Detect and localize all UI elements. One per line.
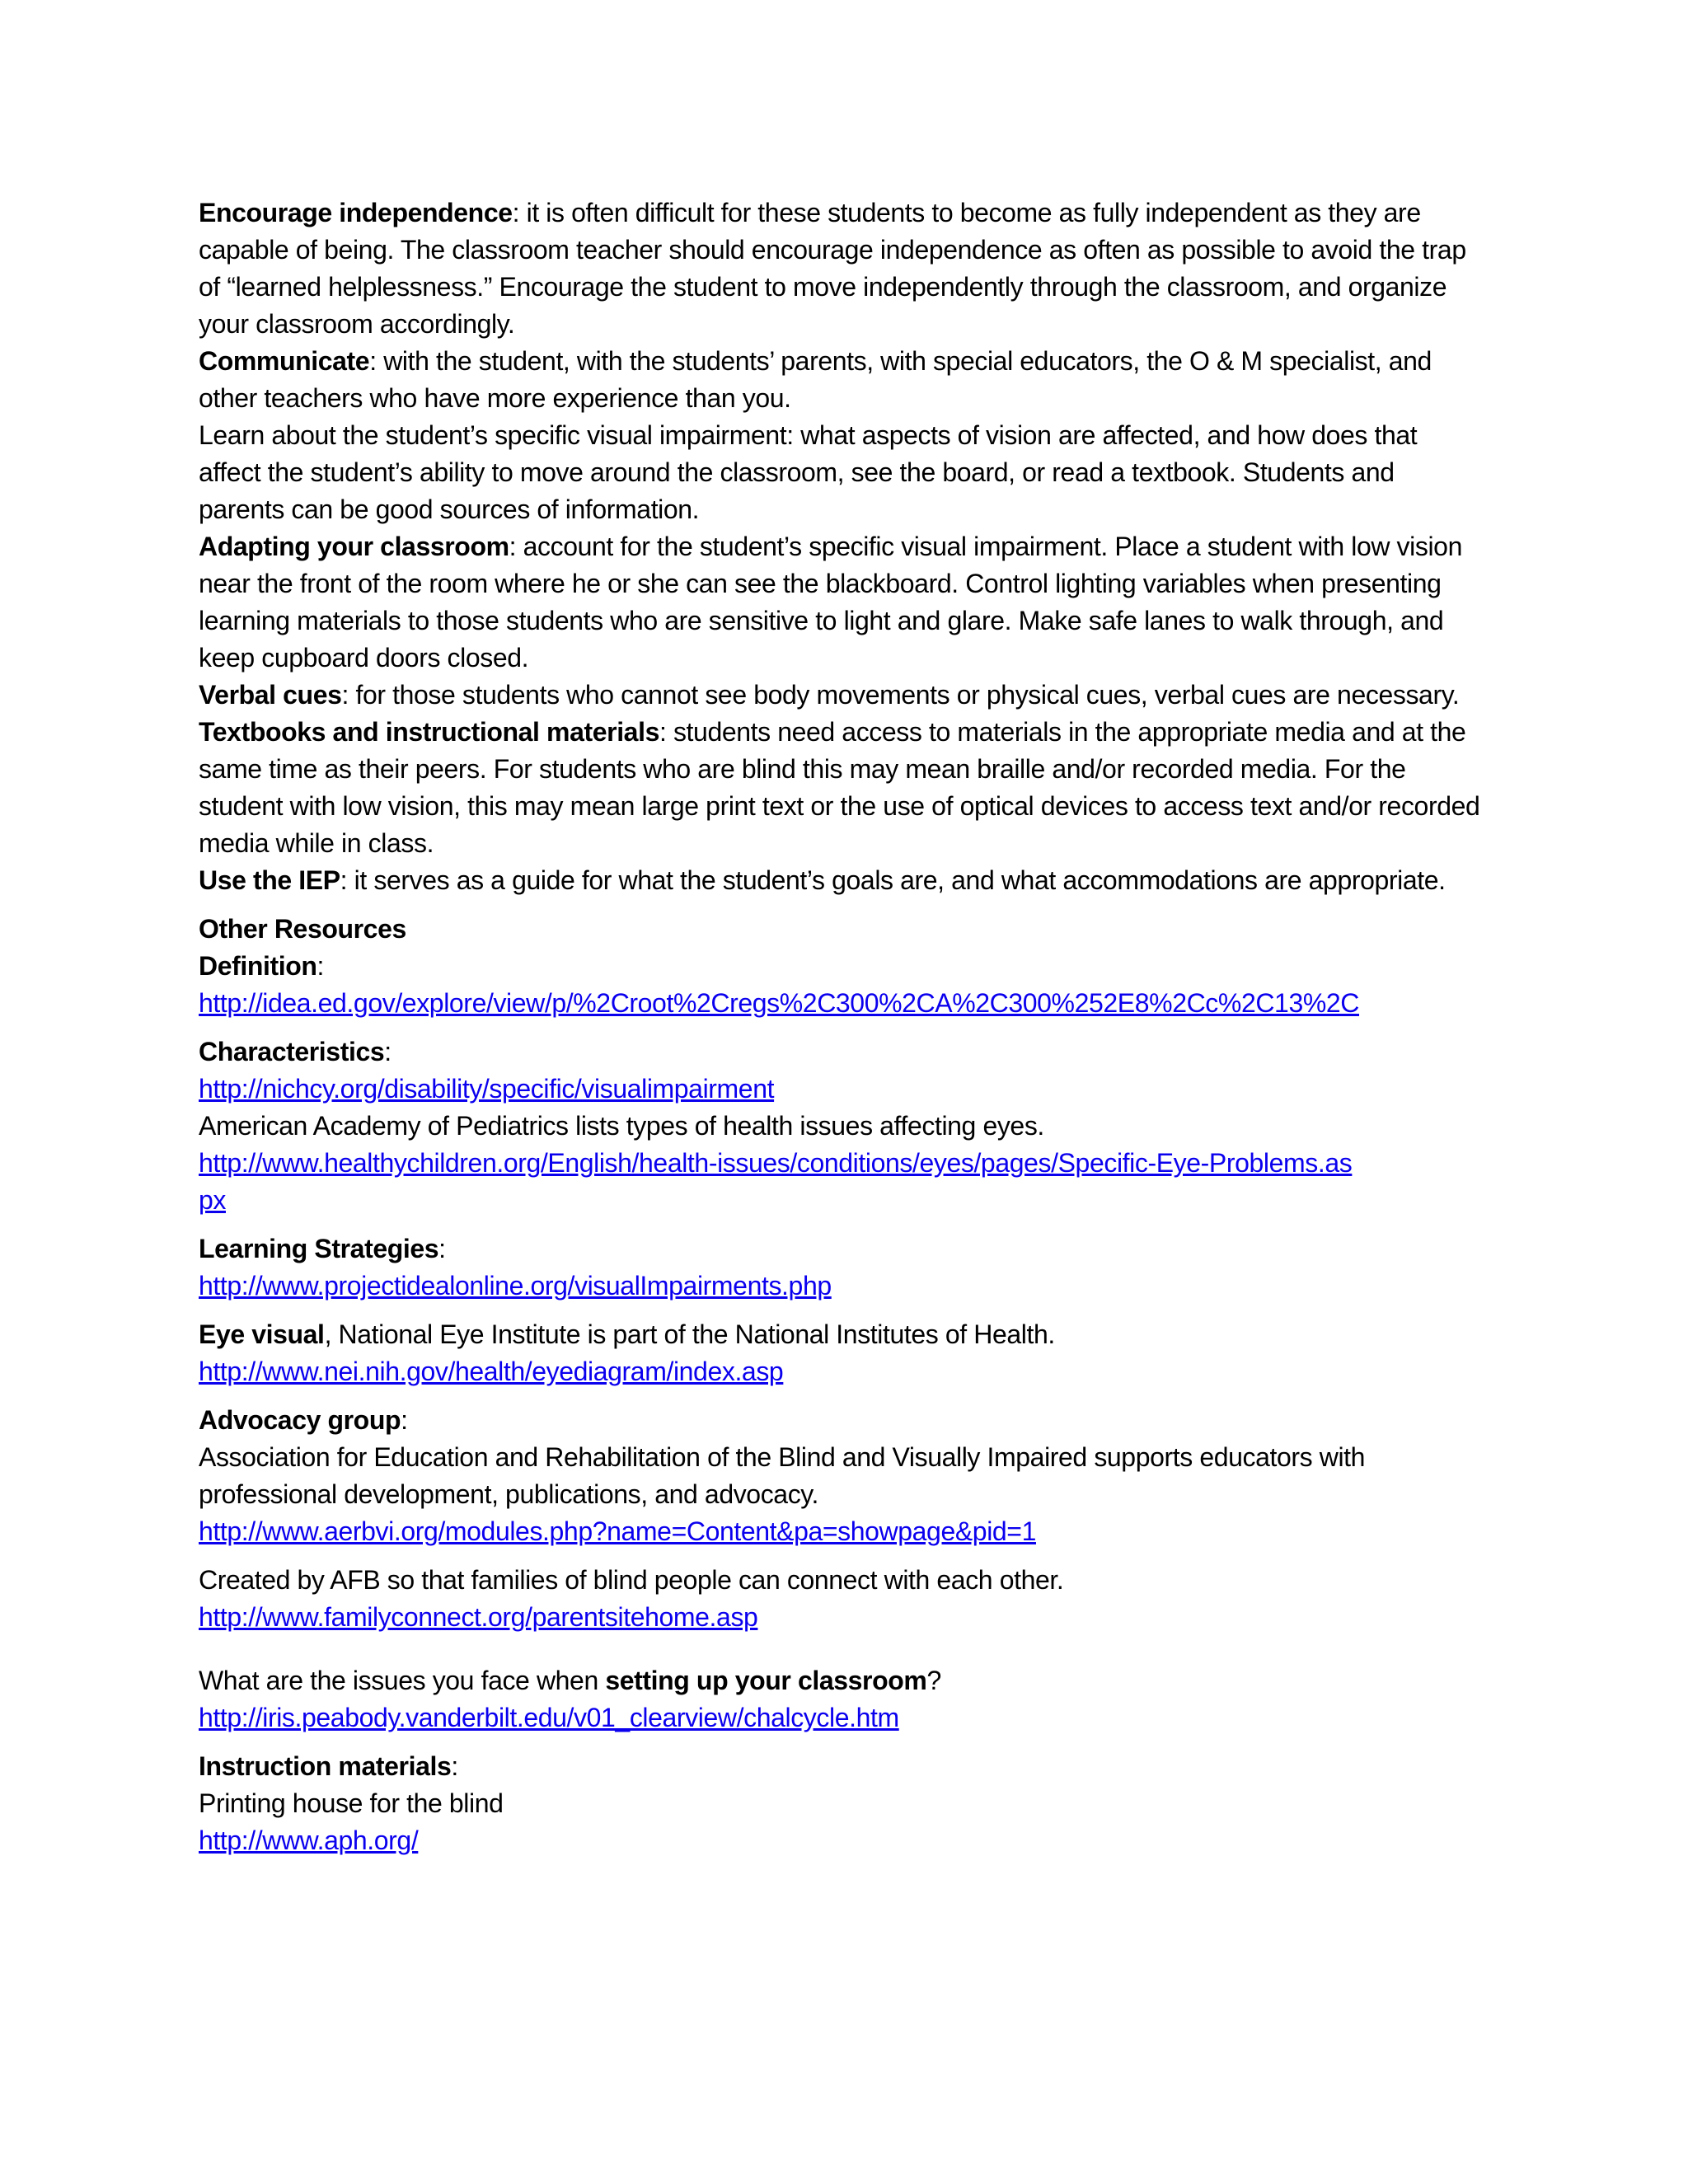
healthychildren-link-line bbox=[199, 1145, 1353, 1219]
definition-link[interactable]: http://idea.ed.gov/explore/view/p/%2Croot%2Cregs%2C300%2CA%2C300%252E8%2Cc%2C13%2C bbox=[199, 988, 1360, 1018]
afb-link-line bbox=[199, 1599, 1484, 1636]
classroom-question: What are the issues you face when setting up your classroom? bbox=[199, 1666, 941, 1695]
paragraph-text: for those students who cannot see body movements or physical cues, verbal cues are necessary. bbox=[349, 680, 1460, 710]
paragraph-textbooks: Textbooks and instructional materials: students need access to materials in the appropriate media and at the same time as their peers. For students who are blind this may mean braille and/or recorded media. For the student with low vision, this may mean large print text or the use of optical devices to access text and/or recorded media while in class. bbox=[199, 717, 1480, 858]
afb-text: Created by AFB so that families of blind people can connect with each other. bbox=[199, 1565, 1064, 1595]
learning-strategies-link-line bbox=[199, 1268, 1484, 1305]
term-label: Adapting your classroom bbox=[199, 532, 509, 561]
paragraph-use-iep: Use the IEP: it serves as a guide for what the student’s goals are, and what accommodations are appropriate. bbox=[199, 865, 1446, 895]
learning-strategies-label: Learning Strategies: bbox=[199, 1234, 446, 1263]
paragraph-text: with the student, with the students’ parents, with special educators, the O & M specialist, and other teachers who have more experience than you. bbox=[199, 346, 1432, 413]
resources-heading: Other Resources bbox=[199, 914, 406, 944]
paragraph-encourage-independence: Encourage independence: it is often difficult for these students to become as fully independent as they are capable of being. The classroom teacher should encourage independence as often as possible to avoid the trap of “learned helplessness.” Encourage the student to move independently through the classroom, and organize your classroom accordingly. bbox=[199, 198, 1466, 339]
definition-label: Definition: bbox=[199, 951, 325, 981]
pediatrics-note: American Academy of Pediatrics lists types of health issues affecting eyes. bbox=[199, 1111, 1044, 1141]
eye-visual-link-line bbox=[199, 1353, 1484, 1390]
term-label: Use the IEP bbox=[199, 865, 340, 895]
classroom-link-line bbox=[199, 1699, 1484, 1736]
document-page bbox=[199, 194, 1484, 1859]
nei-link[interactable]: http://www.nei.nih.gov/health/eyediagram/index.asp bbox=[199, 1357, 784, 1386]
instruction-text: Printing house for the blind bbox=[199, 1788, 504, 1818]
advocacy-text: Association for Education and Rehabilitation of the Blind and Visually Impaired supports educators with professional development, publications, and advocacy. bbox=[199, 1442, 1366, 1509]
characteristics-label: Characteristics: bbox=[199, 1037, 392, 1066]
characteristics-link-line bbox=[199, 1071, 1484, 1108]
aerbvi-link[interactable]: http://www.aerbvi.org/modules.php?name=Content&pa=showpage&pid=1 bbox=[199, 1516, 1036, 1546]
paragraph-text: it is often difficult for these students to become as fully independent as they are capable of being. The classroom teacher should encourage independence as often as possible to avoid the trap of “learned helplessness.” Encourage the student to move independently through the classroom, and organize your classroom accordingly. bbox=[199, 198, 1466, 339]
paragraph-learn-about bbox=[199, 417, 1484, 528]
paragraph-text: students need access to materials in the appropriate media and at the same time as their peers. For students who are blind this may mean braille and/or recorded media. For the student with low vision, this may mean large print text or the use of optical devices to access text and/or recorded media while in class. bbox=[199, 717, 1480, 858]
term-label: Textbooks and instructional materials bbox=[199, 717, 659, 747]
familyconnect-link[interactable]: http://www.familyconnect.org/parentsitehome.asp bbox=[199, 1602, 758, 1632]
instruction-label: Instruction materials: bbox=[199, 1751, 458, 1781]
projectideal-link[interactable]: http://www.projectidealonline.org/visualImpairments.php bbox=[199, 1271, 832, 1301]
term-label: Encourage independence bbox=[199, 198, 513, 227]
healthychildren-link[interactable]: http://www.healthychildren.org/English/health-issues/conditions/eyes/pages/Specific-Eye-Problems.aspx bbox=[199, 1148, 1353, 1215]
paragraph-adapting-classroom: Adapting your classroom: account for the student’s specific visual impairment. Place a student with low vision near the front of the room where he or she can see the blackboard. Control lighting variables when presenting learning materials to those students who are sensitive to light and glare. Make safe lanes to walk through, and keep cupboard doors closed. bbox=[199, 532, 1462, 673]
aph-link[interactable]: http://www.aph.org/ bbox=[199, 1825, 419, 1855]
eye-visual-line: Eye visual, National Eye Institute is part of the National Institutes of Health. bbox=[199, 1319, 1055, 1349]
term-label: Eye visual bbox=[199, 1319, 325, 1349]
paragraph-text: Learn about the student’s specific visual impairment: what aspects of vision are affected, and how does that affect the student’s ability to move around the classroom, see the board, or read a textbook. Students and parents can be good sources of information. bbox=[199, 420, 1418, 524]
advocacy-link-line bbox=[199, 1513, 1484, 1550]
nichcy-link[interactable]: http://nichcy.org/disability/specific/visualimpairment bbox=[199, 1074, 775, 1104]
aph-link-line bbox=[199, 1822, 1484, 1859]
paragraph-text: it serves as a guide for what the student’s goals are, and what accommodations are appropriate. bbox=[347, 865, 1446, 895]
iris-link[interactable]: http://iris.peabody.vanderbilt.edu/v01_clearview/chalcycle.htm bbox=[199, 1703, 899, 1732]
definition-link-line bbox=[199, 985, 1484, 1022]
term-label: Verbal cues bbox=[199, 680, 342, 710]
term-label: Communicate bbox=[199, 346, 370, 376]
paragraph-communicate: Communicate: with the student, with the students’ parents, with special educators, the O & M specialist, and other teachers who have more experience than you. bbox=[199, 346, 1432, 413]
paragraph-text: account for the student’s specific visual impairment. Place a student with low vision near the front of the room where he or she can see the blackboard. Control lighting variables when presenting learning materials to those students who are sensitive to light and glare. Make safe lanes to walk through, and keep cupboard doors closed. bbox=[199, 532, 1462, 673]
advocacy-label: Advocacy group: bbox=[199, 1405, 408, 1435]
paragraph-verbal-cues: Verbal cues: for those students who cannot see body movements or physical cues, verbal cues are necessary. bbox=[199, 680, 1460, 710]
